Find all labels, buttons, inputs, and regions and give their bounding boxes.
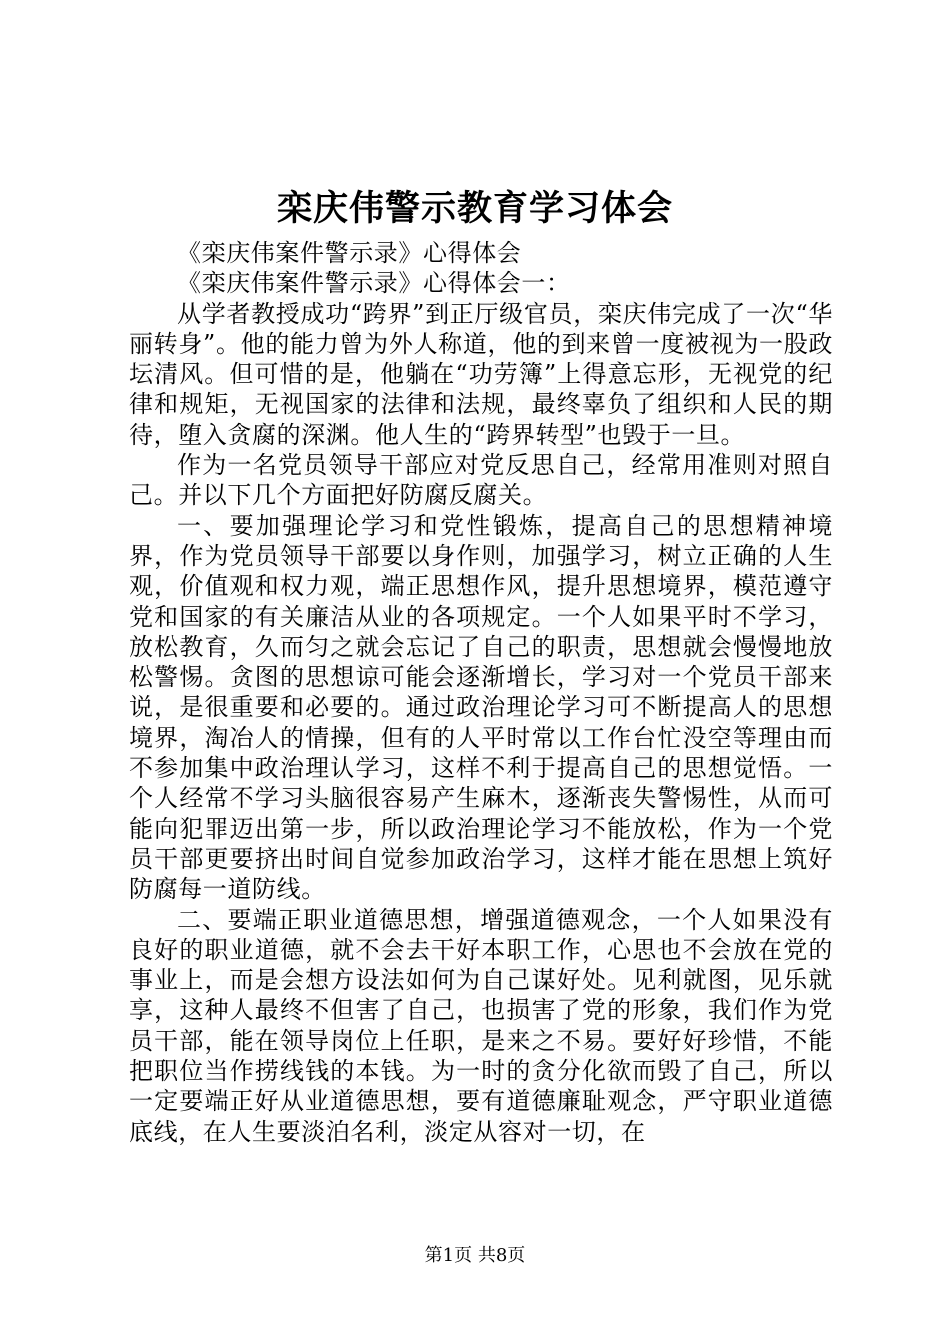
paragraph-subtitle-one: 《栾庆伟案件警示录》心得体会一： [177, 269, 571, 298]
document-body [129, 238, 833, 1147]
paragraph: 一、要加强理论学习和党性锻炼，提高自己的思想精神境界，作为党员领导干部要以身作则，加强学习，树立正确的人生观，价值观和权力观，端正思想作风，提升思想境界，模范遵守党和国家的有关廉洁从业的各项规定。一个人如果平时不学习，放松教育，久而匀之就会忘记了自己的职责，思想就会慢慢地放松警惕。贪图的思想谅可能会逐渐增长，学习对一个党员干部来说，是很重要和必要的。通过政治理论学习可不断提高人的思想境界，淘冶人的情操，但有的人平时常以工作台忙没空等理由而不参加集中政治理认学习，这样不利于提高自己的思想觉悟。一个人经常不学习头脑很容易产生麻木，逐渐丧失警惕性，从而可能向犯罪迈出第一步，所以政治理论学习不能放松，作为一个党员干部更要挤出时间自觉参加政治学习，这样才能在思想上筑好防腐每一道防线。 [129, 511, 833, 904]
document-title: 栾庆伟警示教育学习体会 [276, 188, 673, 229]
paragraph: 从学者教授成功“跨界”到正厅级官员，栾庆伟完成了一次“华丽转身”。他的能力曾为外人称道，他的到来曾一度被视为一股政坛清风。但可惜的是，他躺在“功劳簿”上得意忘形，无视党的纪律和规矩，无视国家的法律和法规，最终辜负了组织和人民的期待，堕入贪腐的深渊。他人生的“跨界转型”也毁于一旦。 [129, 299, 833, 449]
page-number-footer: 第1页 共8页 [424, 1245, 526, 1266]
paragraph: 作为一名党员领导干部应对党反思自己，经常用准则对照自己。并以下几个方面把好防腐反腐关。 [129, 451, 833, 510]
paragraph: 二、要端正职业道德思想，增强道德观念，一个人如果没有良好的职业道德，就不会去干好本职工作，心思也不会放在党的事业上，而是会想方设法如何为自己谋好处。见利就图，见乐就享，这种人最终不但害了自己，也损害了党的形象，我们作为党员干部，能在领导岗位上任职，是来之不易。要好好珍惜，不能把职位当作捞线钱的本钱。为一时的贪分化欲而毁了自己，所以一定要端正好从业道德思想，要有道德廉耻观念，严守职业道德底线，在人生要淡泊名利，淡定从容对一切，在 [129, 905, 833, 1146]
paragraph-subtitle: 《栾庆伟案件警示录》心得体会 [177, 239, 522, 267]
